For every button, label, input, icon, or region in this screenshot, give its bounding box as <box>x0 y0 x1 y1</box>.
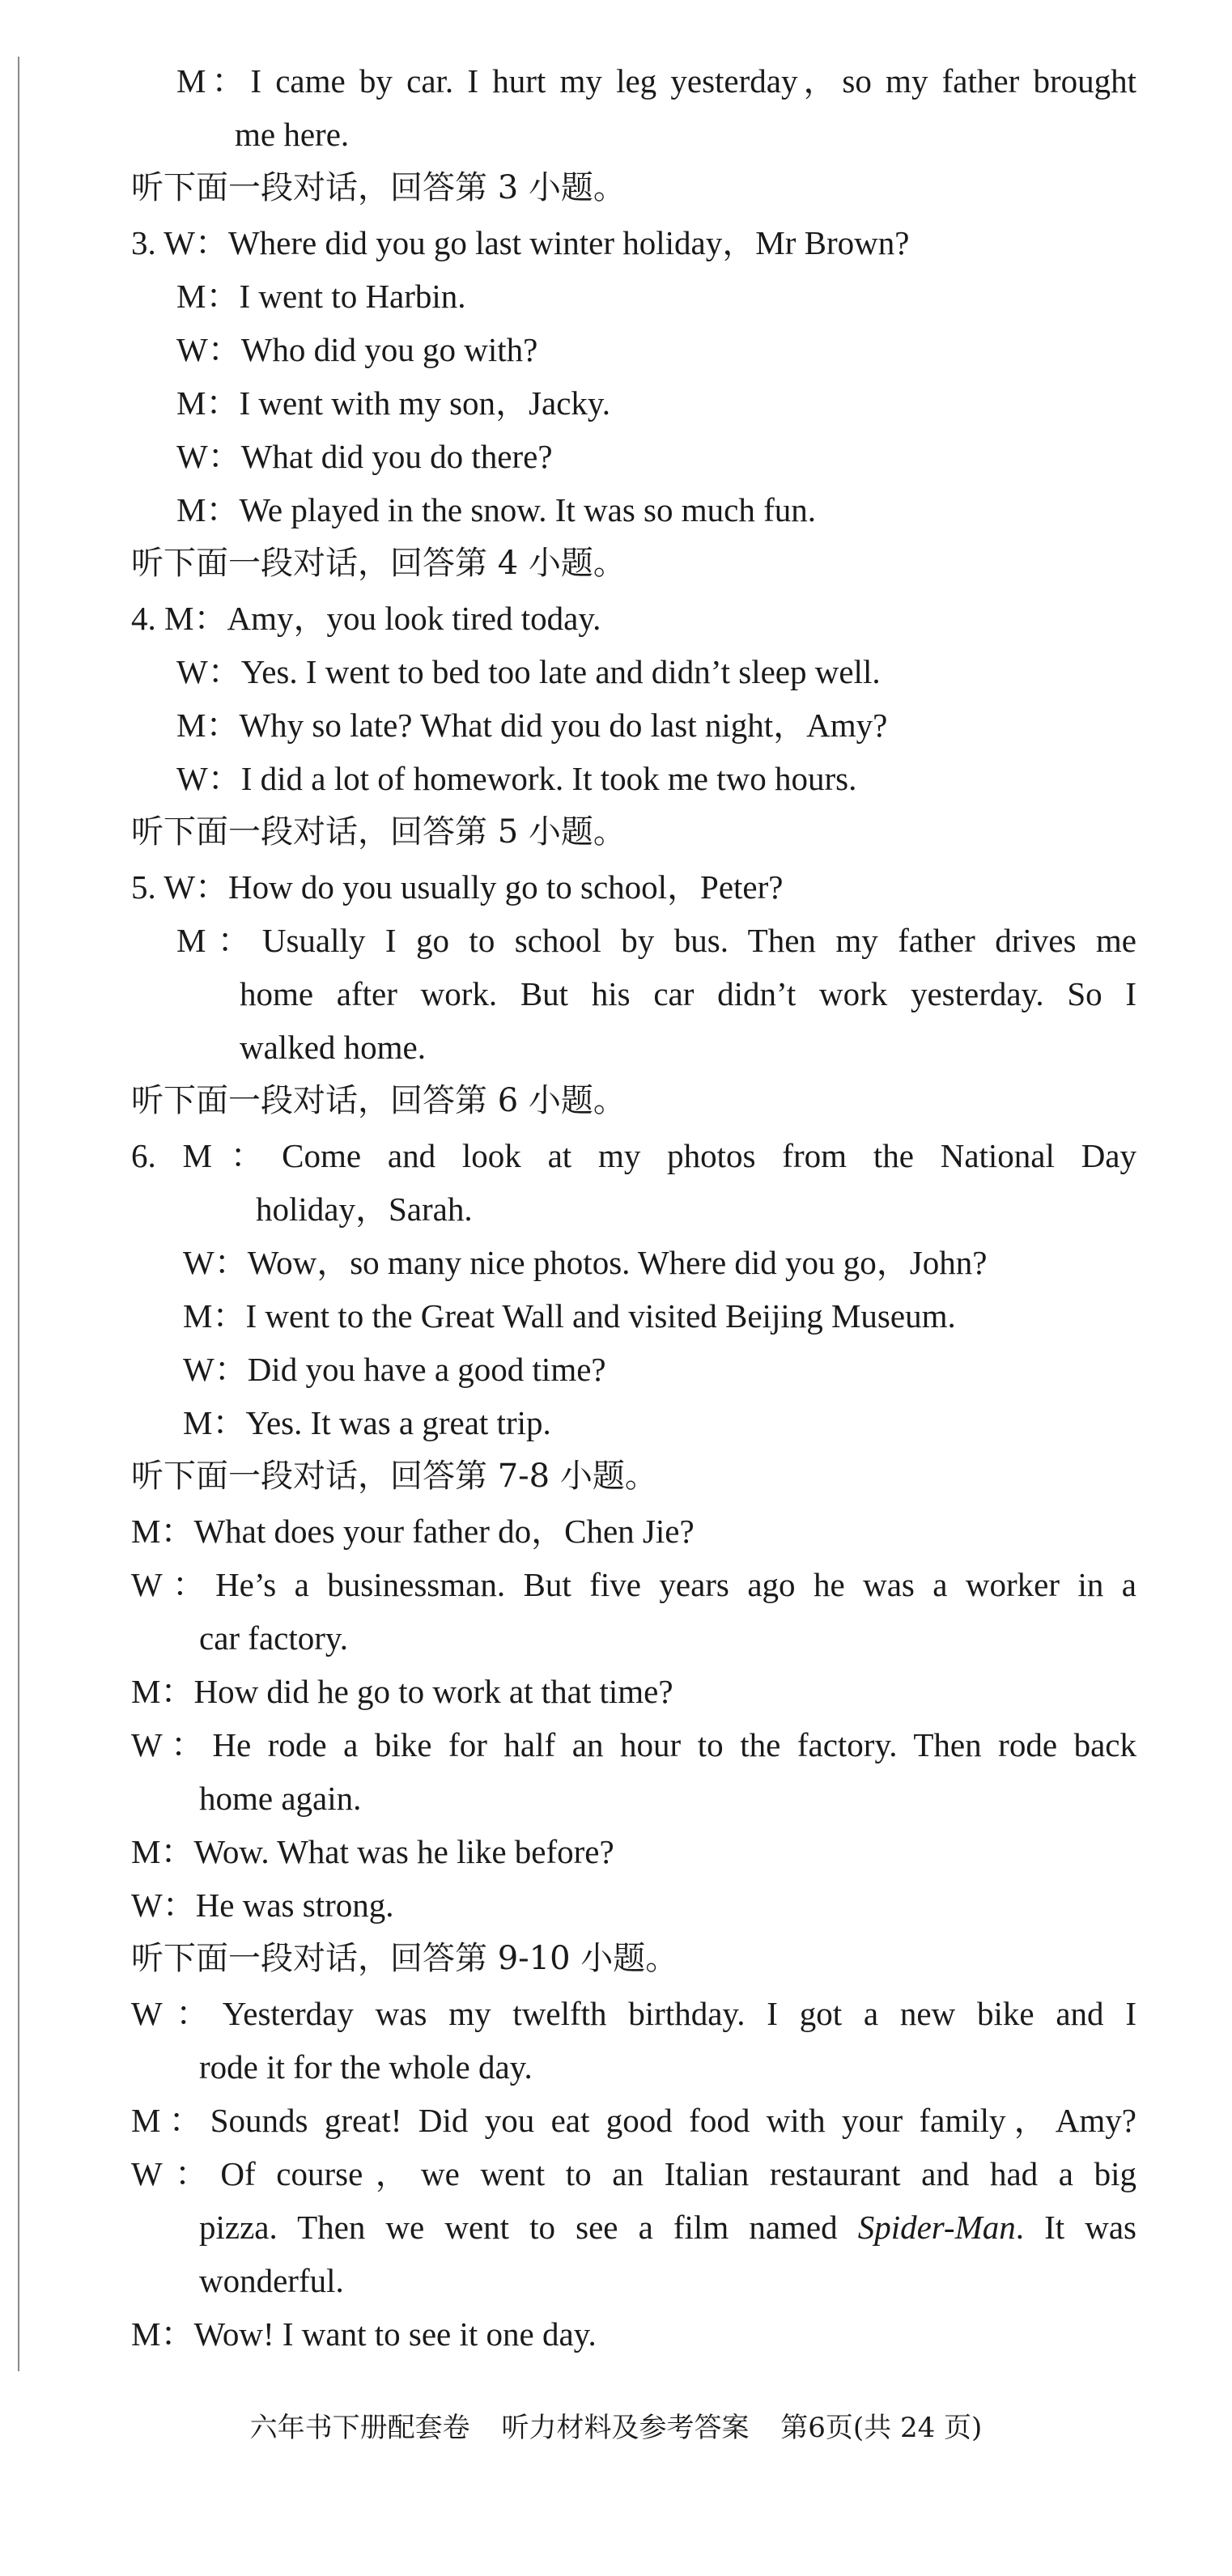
dialogue-line: holiday，Sarah. <box>256 1190 473 1228</box>
dialogue-line: W：What did you do there? <box>176 438 553 475</box>
section-heading-q9-10: 听下面一段对话，回答第 9-10 小题。 <box>131 1940 678 1977</box>
dialogue-line: M：Sounds great! Did you eat good food with your family，Amy? <box>131 2102 1136 2139</box>
margin-rule <box>18 57 19 2371</box>
footer-section: 听力材料及参考答案 <box>501 2412 750 2444</box>
dialogue-line: home after work. But his car didn’t work yesterday. So I <box>240 975 1136 1012</box>
dialogue-line <box>199 2211 1136 2244</box>
dialogue-line: M：Wow. What was he like before? <box>131 1833 614 1870</box>
film-title: Spider-Man <box>857 2209 1016 2246</box>
dialogue-line: M：How did he go to work at that time? <box>131 1673 673 1710</box>
dialogue-line: W：I did a lot of homework. It took me two hours. <box>176 760 857 797</box>
dialogue-line: 3. W：Where did you go last winter holiday，Mr Brown? <box>131 224 910 261</box>
footer-book-title: 六年书下册配套卷 <box>249 2412 470 2444</box>
dialogue-line: W：Wow，so many nice photos. Where did you go，John? <box>183 1244 988 1281</box>
dialogue-line: M：We played in the snow. It was so much fun. <box>176 491 816 528</box>
dialogue-line: M：I went to Harbin. <box>176 278 466 315</box>
dialogue-line: me here. <box>235 116 350 153</box>
dialogue-line: M：Yes. It was a great trip. <box>183 1404 551 1441</box>
footer-page-number: 第6页(共 24 页) <box>780 2412 983 2444</box>
section-heading-q5: 听下面一段对话，回答第 5 小题。 <box>131 813 626 851</box>
dialogue-line: 5. W：How do you usually go to school，Peter? <box>131 868 784 906</box>
dialogue-line: wonderful. <box>199 2262 344 2299</box>
dialogue-line: rode it for the whole day. <box>199 2048 533 2086</box>
section-heading-q6: 听下面一段对话，回答第 6 小题。 <box>131 1082 626 1119</box>
dialogue-line: M：I went with my son，Jacky. <box>176 384 610 422</box>
dialogue-line: 4. M：Amy，you look tired today. <box>131 600 601 637</box>
dialogue-line: W：Yes. I went to bed too late and didn’t sleep well. <box>176 653 881 690</box>
dialogue-line: W：Who did you go with? <box>176 331 538 368</box>
dialogue-text: . It was <box>1015 2209 1136 2246</box>
section-heading-q4: 听下面一段对话，回答第 4 小题。 <box>131 545 626 582</box>
section-heading-q7-8: 听下面一段对话，回答第 7-8 小题。 <box>131 1458 657 1495</box>
dialogue-line: M：I came by car. I hurt my leg yesterday，so my father brought <box>176 62 1136 100</box>
dialogue-line: W：He rode a bike for half an hour to the factory. Then rode back <box>131 1726 1136 1763</box>
dialogue-line: home again. <box>199 1780 362 1817</box>
page-footer <box>0 2405 1232 2445</box>
dialogue-text: pizza. Then we went to see a film named <box>199 2209 858 2246</box>
dialogue-line: walked home. <box>240 1029 426 1066</box>
dialogue-line: M：Why so late? What did you do last night，Amy? <box>176 707 888 744</box>
dialogue-line: M：I went to the Great Wall and visited Beijing Museum. <box>183 1297 956 1335</box>
dialogue-line: 6. M：Come and look at my photos from the National Day <box>131 1137 1136 1174</box>
section-heading-q3: 听下面一段对话，回答第 3 小题。 <box>131 169 626 206</box>
dialogue-line: M：Wow! I want to see it one day. <box>131 2315 597 2353</box>
dialogue-line: W：Did you have a good time? <box>183 1351 606 1388</box>
dialogue-line: M：What does your father do，Chen Jie? <box>131 1513 695 1550</box>
dialogue-line: W：Yesterday was my twelfth birthday. I got a new bike and I <box>131 1995 1136 2032</box>
dialogue-line: W：He’s a businessman. But five years ago he was a worker in a <box>131 1566 1136 1603</box>
dialogue-line: car factory. <box>199 1619 348 1657</box>
dialogue-line: M：Usually I go to school by bus. Then my father drives me <box>176 922 1136 959</box>
dialogue-line: W：He was strong. <box>131 1886 394 1924</box>
dialogue-line: W：Of course，we went to an Italian restaurant and had a big <box>131 2155 1136 2192</box>
